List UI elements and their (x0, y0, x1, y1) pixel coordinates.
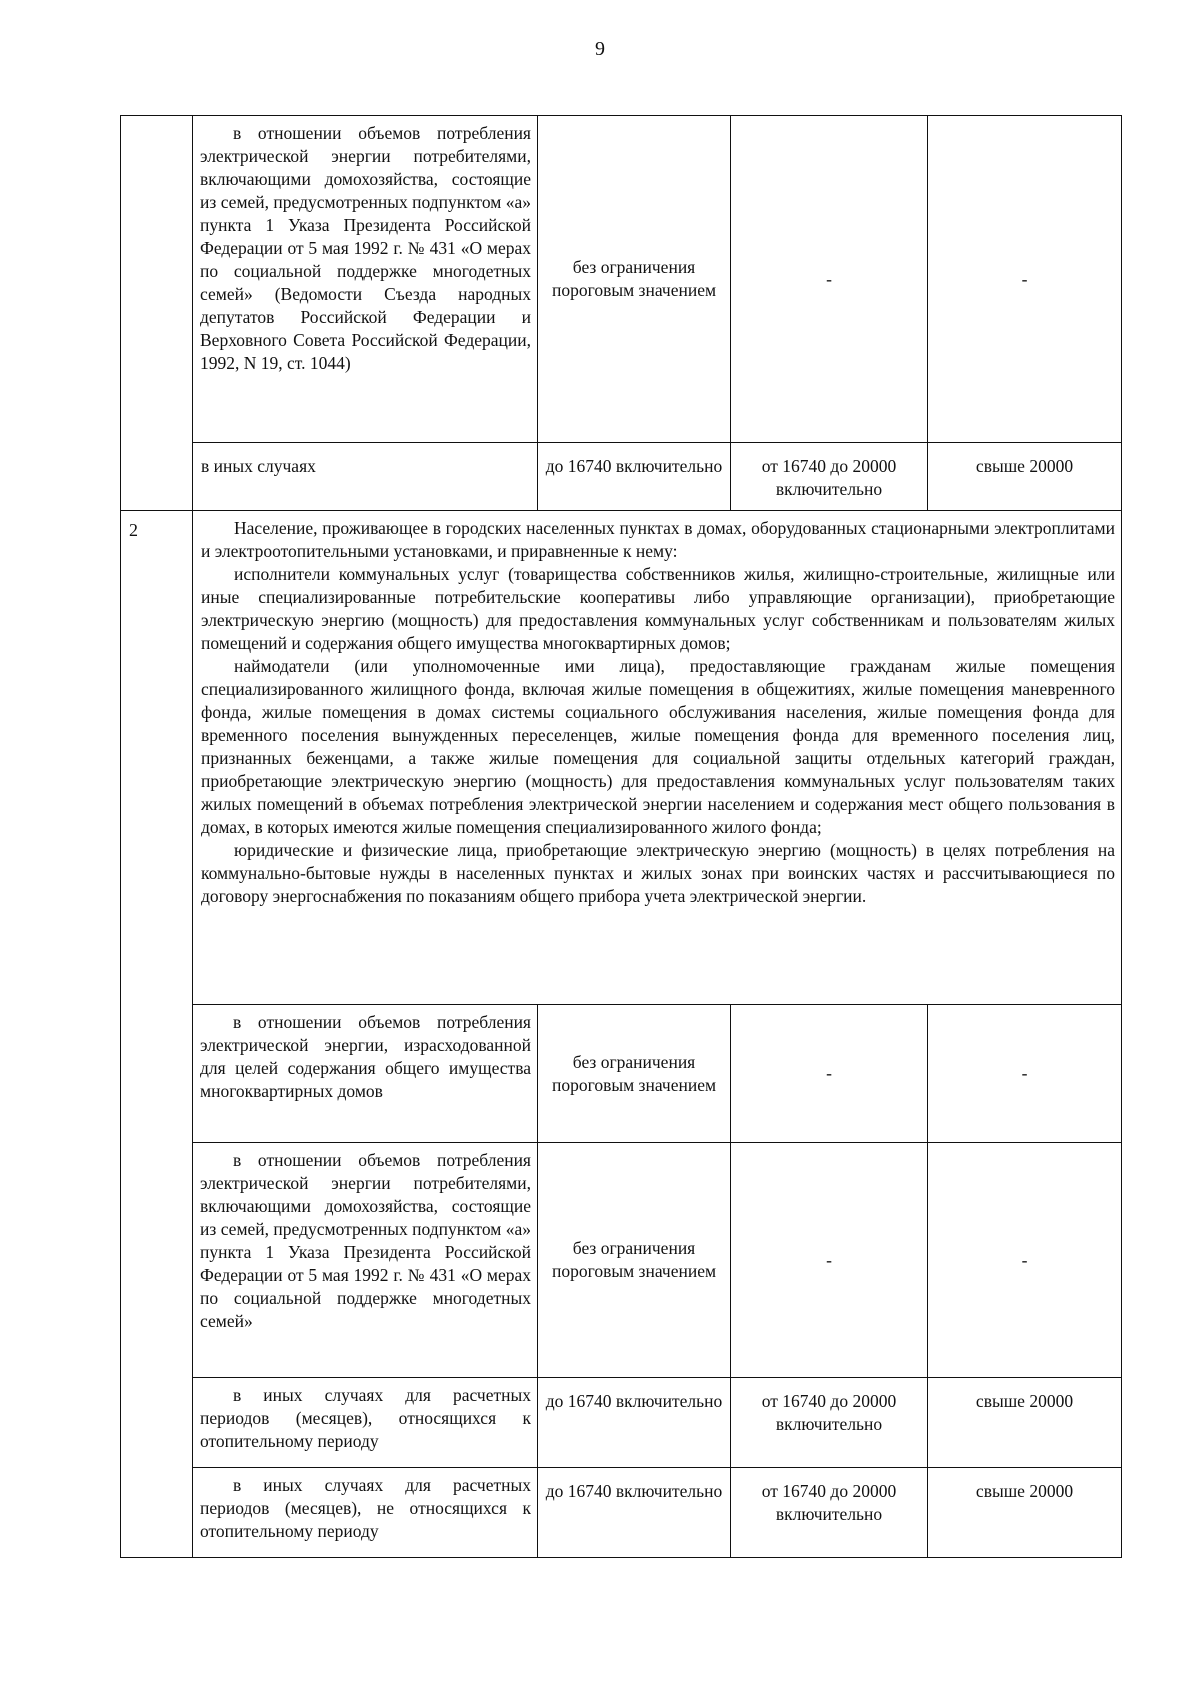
category-description: в иных случаях для расчетных периодов (месяцев), относящихся к отопительному периоду (193, 1378, 538, 1468)
page-number: 9 (595, 38, 605, 60)
table-row (121, 1143, 1122, 1378)
category-description: в иных случаях (193, 443, 538, 511)
tier1-value: без ограничения пороговым значением (538, 1143, 731, 1378)
header-paragraph: наймодатели (или уполномоченные ими лица), предоставляющие гражданам жилые помещения специализированного жилищного фонда, включая жилые помещения в общежитиях, жилые помещения маневренного фонда, жилые помещения в домах системы социального обслуживания населения, жилые помещения фонда для временного поселения вынужденных переселенцев, жилые помещения фонда для временного поселения лиц, признанных беженцами, а также жилые помещения для социальной защиты отдельных категорий граждан, приобретающие электрическую энергию (мощность) для предоставления коммунальных услуг пользователям таких жилых помещений в объемах потребления электрической энергии населением и содержания мест общего пользования в домах, в которых имеются жилые помещения специализированного жилого фонда; (201, 656, 1115, 837)
tier3-value: - (928, 1005, 1122, 1143)
tier2-value: от 16740 до 20000 включительно (731, 443, 928, 511)
tier1-value: до 16740 включительно (538, 1468, 731, 1558)
table-row (121, 116, 1122, 443)
tier1-value: без ограничения пороговым значением (538, 116, 731, 443)
tier2-value: - (731, 116, 928, 443)
category-description: в отношении объемов потребления электрической энергии потребителями, включающими домохозяйства, состоящие из семей, предусмотренных подпунктом «а» пункта 1 Указа Президента Российской Федерации от 5 мая 1992 г. № 431 «О мерах по социальной поддержке многодетных семей» (193, 1143, 538, 1378)
tier2-value: - (731, 1005, 928, 1143)
table-row (121, 511, 1122, 1005)
table-row (121, 443, 1122, 511)
tier3-value: - (928, 116, 1122, 443)
row-number-cell: 2 (121, 511, 193, 1558)
table-row (121, 1005, 1122, 1143)
header-paragraph: исполнители коммунальных услуг (товарищества собственников жилья, жилищно-строительные, жилищные или иные специализированные потребительские кооперативы либо управляющие организации), приобретающие электрическую энергию (мощность) для предоставления коммунальных услуг собственникам и пользователям жилых помещений и содержания общего имущества многоквартирных домов; (201, 564, 1115, 653)
table-row (121, 1468, 1122, 1558)
tier3-value: - (928, 1143, 1122, 1378)
tier2-value: от 16740 до 20000 включительно (731, 1468, 928, 1558)
tier1-value: до 16740 включительно (538, 443, 731, 511)
tier3-value: свыше 20000 (928, 1378, 1122, 1468)
category-description: в иных случаях для расчетных периодов (месяцев), не относящихся к отопительному периоду (193, 1468, 538, 1558)
tier2-value: - (731, 1143, 928, 1378)
tier1-value: до 16740 включительно (538, 1378, 731, 1468)
tier2-value: от 16740 до 20000 включительно (731, 1378, 928, 1468)
category-description: в отношении объемов потребления электрической энергии, израсходованной для целей содержания общего имущества многоквартирных домов (193, 1005, 538, 1143)
header-paragraph: юридические и физические лица, приобретающие электрическую энергию (мощность) в целях потребления на коммунально-бытовые нужды в населенных пунктах и жилых зонах при воинских частях и рассчитывающиеся по договору энергоснабжения по показаниям общего прибора учета электрической энергии. (201, 840, 1115, 906)
tariff-table (120, 115, 1122, 1558)
category-header (193, 511, 1122, 1005)
tier3-value: свыше 20000 (928, 1468, 1122, 1558)
table-row (121, 1378, 1122, 1468)
tier3-value: свыше 20000 (928, 443, 1122, 511)
row-number-cell (121, 116, 193, 511)
category-description: в отношении объемов потребления электрической энергии потребителями, включающими домохозяйства, состоящие из семей, предусмотренных подпунктом «а» пункта 1 Указа Президента Российской Федерации от 5 мая 1992 г. № 431 «О мерах по социальной поддержке многодетных семей» (Ведомости Съезда народных депутатов Российской Федерации и Верховного Совета Российской Федерации, 1992, N 19, ст. 1044) (193, 116, 538, 443)
tier1-value: без ограничения пороговым значением (538, 1005, 731, 1143)
header-paragraph: Население, проживающее в городских населенных пунктах в домах, оборудованных стационарными электроплитами и электроотопительными установками, и приравненные к нему: (201, 518, 1115, 561)
